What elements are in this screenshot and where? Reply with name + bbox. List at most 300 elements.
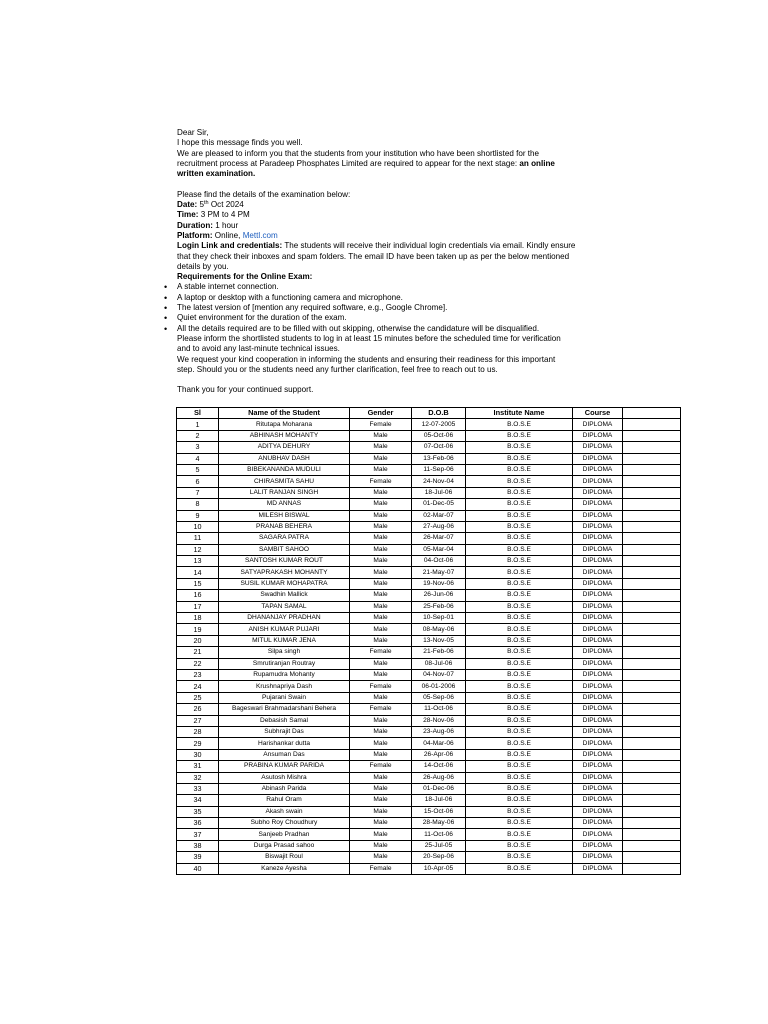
table-row — [177, 852, 681, 863]
cell-empty — [623, 567, 681, 578]
cell-name: PRANAB BEHERA — [219, 521, 350, 532]
cell-name: TAPAN SAMAL — [219, 601, 350, 612]
login-text-1: The students will receive their individual login credentials via email. Kindly ensure — [282, 241, 576, 251]
cell-institute: B.O.S.E — [466, 863, 573, 874]
cell-name: Rupamudra Mohanty — [219, 669, 350, 680]
cell-sl: 11 — [177, 533, 219, 544]
cell-gender: Male — [350, 818, 412, 829]
cell-dob: 21-Feb-06 — [412, 647, 466, 658]
requirement-item: • A stable internet connection. — [177, 282, 677, 292]
cell-gender: Male — [350, 624, 412, 635]
cell-dob: 13-Nov-05 — [412, 635, 466, 646]
cell-name: Swadhin Mallick — [219, 590, 350, 601]
cell-name: Ansuman Das — [219, 749, 350, 760]
cell-gender: Male — [350, 521, 412, 532]
cell-institute: B.O.S.E — [466, 738, 573, 749]
cell-sl: 35 — [177, 806, 219, 817]
cell-dob: 25-Jul-05 — [412, 840, 466, 851]
cell-course: DIPLOMA — [573, 715, 623, 726]
cell-institute: B.O.S.E — [466, 590, 573, 601]
table-row — [177, 590, 681, 601]
cell-institute: B.O.S.E — [466, 419, 573, 430]
table-row — [177, 430, 681, 441]
cell-gender: Male — [350, 795, 412, 806]
cell-empty — [623, 806, 681, 817]
cell-institute: B.O.S.E — [466, 533, 573, 544]
cell-name: Bageswari Brahmadarshani Behera — [219, 704, 350, 715]
cell-empty — [623, 533, 681, 544]
table-row — [177, 818, 681, 829]
cell-course: DIPLOMA — [573, 601, 623, 612]
cell-empty — [623, 635, 681, 646]
cell-name: SANTOSH KUMAR ROUT — [219, 556, 350, 567]
cell-gender: Male — [350, 840, 412, 851]
cell-name: Smrutiranjan Routray — [219, 658, 350, 669]
cell-sl: 36 — [177, 818, 219, 829]
cell-gender: Male — [350, 669, 412, 680]
cell-name: ANUBHAV DASH — [219, 453, 350, 464]
cell-dob: 13-Feb-06 — [412, 453, 466, 464]
cell-institute: B.O.S.E — [466, 726, 573, 737]
requirements-list — [177, 282, 677, 333]
cell-name: ADITYA DEHURY — [219, 442, 350, 453]
cell-institute: B.O.S.E — [466, 715, 573, 726]
cell-sl: 16 — [177, 590, 219, 601]
cell-sl: 10 — [177, 521, 219, 532]
cell-institute: B.O.S.E — [466, 499, 573, 510]
cell-sl: 31 — [177, 761, 219, 772]
cell-institute: B.O.S.E — [466, 761, 573, 772]
cell-name: SAGARA PATRA — [219, 533, 350, 544]
cell-name: Ritutapa Moharana — [219, 419, 350, 430]
cell-empty — [623, 818, 681, 829]
cell-institute: B.O.S.E — [466, 749, 573, 760]
cell-institute: B.O.S.E — [466, 681, 573, 692]
cell-course: DIPLOMA — [573, 669, 623, 680]
cell-sl: 34 — [177, 795, 219, 806]
request-line-2: step. Should you or the students need any further clarification, feel free to reach out to us. — [177, 364, 498, 374]
cell-course: DIPLOMA — [573, 430, 623, 441]
cell-institute: B.O.S.E — [466, 772, 573, 783]
cell-empty — [623, 658, 681, 669]
table-row — [177, 567, 681, 578]
table-row — [177, 829, 681, 840]
letter-body — [177, 128, 677, 396]
cell-sl: 17 — [177, 601, 219, 612]
cell-dob: 18-Jul-06 — [412, 795, 466, 806]
cell-sl: 18 — [177, 613, 219, 624]
table-row — [177, 726, 681, 737]
cell-sl: 7 — [177, 487, 219, 498]
cell-course: DIPLOMA — [573, 544, 623, 555]
requirement-item: • Quiet environment for the duration of the exam. — [177, 313, 677, 323]
cell-dob: 11-Oct-06 — [412, 829, 466, 840]
cell-gender: Male — [350, 749, 412, 760]
table-row — [177, 772, 681, 783]
cell-dob: 14-Oct-06 — [412, 761, 466, 772]
cell-dob: 05-Mar-04 — [412, 544, 466, 555]
cell-course: DIPLOMA — [573, 635, 623, 646]
requirements-heading: Requirements for the Online Exam: — [177, 272, 313, 282]
table-body — [177, 419, 681, 875]
cell-institute: B.O.S.E — [466, 487, 573, 498]
table-row — [177, 669, 681, 680]
table-row — [177, 578, 681, 589]
cell-institute: B.O.S.E — [466, 669, 573, 680]
cell-name: Kaneze Ayesha — [219, 863, 350, 874]
cell-dob: 04-Oct-06 — [412, 556, 466, 567]
platform-link[interactable]: Mettl.com — [242, 230, 278, 240]
cell-institute: B.O.S.E — [466, 578, 573, 589]
cell-dob: 23-Aug-06 — [412, 726, 466, 737]
cell-dob: 05-Oct-06 — [412, 430, 466, 441]
cell-institute: B.O.S.E — [466, 476, 573, 487]
cell-dob: 11-Oct-06 — [412, 704, 466, 715]
cell-name: Abinash Parida — [219, 783, 350, 794]
cell-gender: Male — [350, 613, 412, 624]
cell-course: DIPLOMA — [573, 613, 623, 624]
cell-institute: B.O.S.E — [466, 692, 573, 703]
cell-dob: 28-Nov-06 — [412, 715, 466, 726]
cell-gender: Male — [350, 578, 412, 589]
cell-course: DIPLOMA — [573, 464, 623, 475]
cell-sl: 4 — [177, 453, 219, 464]
cell-empty — [623, 681, 681, 692]
cell-sl: 26 — [177, 704, 219, 715]
cell-gender: Male — [350, 464, 412, 475]
cell-dob: 21-May-07 — [412, 567, 466, 578]
cell-empty — [623, 715, 681, 726]
cell-institute: B.O.S.E — [466, 840, 573, 851]
table-row — [177, 635, 681, 646]
cell-dob: 26-Apr-06 — [412, 749, 466, 760]
cell-gender: Female — [350, 863, 412, 874]
header-sl: Sl — [177, 408, 219, 419]
cell-sl: 21 — [177, 647, 219, 658]
inform-line-1: Please inform the shortlisted students to log in at least 15 minutes before the scheduled time for verification — [177, 333, 561, 343]
cell-name: Asutosh Mishra — [219, 772, 350, 783]
cell-dob: 04-Nov-07 — [412, 669, 466, 680]
cell-name: SATYAPRAKASH MOHANTY — [219, 567, 350, 578]
cell-sl: 25 — [177, 692, 219, 703]
cell-gender: Male — [350, 533, 412, 544]
cell-dob: 06-01-2006 — [412, 681, 466, 692]
cell-course: DIPLOMA — [573, 761, 623, 772]
intro-line-2 — [177, 159, 677, 169]
table-row — [177, 692, 681, 703]
cell-gender: Male — [350, 738, 412, 749]
table-row — [177, 749, 681, 760]
cell-dob: 08-May-06 — [412, 624, 466, 635]
requirement-item: • The latest version of [mention any required software, e.g., Google Chrome]. — [177, 303, 677, 313]
cell-institute: B.O.S.E — [466, 829, 573, 840]
cell-course: DIPLOMA — [573, 658, 623, 669]
cell-sl: 32 — [177, 772, 219, 783]
intro-line-2-text: recruitment process at Paradeep Phosphates Limited are required to appear for the next stage: — [177, 158, 520, 168]
cell-sl: 2 — [177, 430, 219, 441]
cell-name: Krushnapriya Dash — [219, 681, 350, 692]
cell-institute: B.O.S.E — [466, 795, 573, 806]
table-row — [177, 442, 681, 453]
cell-course: DIPLOMA — [573, 726, 623, 737]
login-label: Login Link and credentials: — [177, 241, 283, 251]
table-header-row — [177, 408, 681, 419]
table-row — [177, 715, 681, 726]
cell-institute: B.O.S.E — [466, 613, 573, 624]
time-label: Time: — [177, 210, 199, 220]
cell-dob: 26-Mar-07 — [412, 533, 466, 544]
cell-course: DIPLOMA — [573, 772, 623, 783]
table-row — [177, 487, 681, 498]
table-row — [177, 863, 681, 874]
cell-gender: Female — [350, 647, 412, 658]
cell-gender: Male — [350, 453, 412, 464]
cell-institute: B.O.S.E — [466, 704, 573, 715]
cell-gender: Male — [350, 852, 412, 863]
cell-name: DHANANJAY PRADHAN — [219, 613, 350, 624]
cell-dob: 01-Dec-05 — [412, 499, 466, 510]
cell-gender: Male — [350, 635, 412, 646]
table-row — [177, 704, 681, 715]
time-value: 3 PM to 4 PM — [198, 210, 250, 220]
cell-dob: 01-Dec-06 — [412, 783, 466, 794]
cell-empty — [623, 464, 681, 475]
intro-line-2-bold: an online — [519, 158, 555, 168]
cell-course: DIPLOMA — [573, 521, 623, 532]
cell-empty — [623, 510, 681, 521]
cell-course: DIPLOMA — [573, 590, 623, 601]
cell-sl: 5 — [177, 464, 219, 475]
inform-line-2: and to avoid any last-minute technical issues. — [177, 344, 340, 354]
requirement-item: • A laptop or desktop with a functioning camera and microphone. — [177, 293, 677, 303]
cell-course: DIPLOMA — [573, 624, 623, 635]
cell-course: DIPLOMA — [573, 647, 623, 658]
cell-course: DIPLOMA — [573, 692, 623, 703]
cell-gender: Male — [350, 499, 412, 510]
cell-institute: B.O.S.E — [466, 658, 573, 669]
intro-line-3: written examination. — [177, 169, 256, 179]
requirement-item: • All the details required are to be filled with out skipping, otherwise the candidature will be disqualified. — [177, 324, 677, 334]
cell-name: Subhrajit Das — [219, 726, 350, 737]
table-row — [177, 613, 681, 624]
cell-dob: 20-Sep-06 — [412, 852, 466, 863]
table-row — [177, 761, 681, 772]
cell-gender: Male — [350, 442, 412, 453]
cell-sl: 12 — [177, 544, 219, 555]
cell-sl: 22 — [177, 658, 219, 669]
table-row — [177, 453, 681, 464]
cell-course: DIPLOMA — [573, 556, 623, 567]
cell-dob: 05-Sep-06 — [412, 692, 466, 703]
cell-name: Sanjeeb Pradhan — [219, 829, 350, 840]
cell-empty — [623, 556, 681, 567]
exam-date — [177, 200, 677, 210]
cell-empty — [623, 476, 681, 487]
cell-name: Biswajit Roul — [219, 852, 350, 863]
cell-dob: 28-May-06 — [412, 818, 466, 829]
exam-platform — [177, 231, 677, 241]
table-row — [177, 624, 681, 635]
cell-institute: B.O.S.E — [466, 635, 573, 646]
table-row — [177, 783, 681, 794]
cell-name: Durga Prasad sahoo — [219, 840, 350, 851]
cell-sl: 3 — [177, 442, 219, 453]
cell-course: DIPLOMA — [573, 863, 623, 874]
cell-course: DIPLOMA — [573, 681, 623, 692]
header-gender: Gender — [350, 408, 412, 419]
cell-course: DIPLOMA — [573, 476, 623, 487]
cell-course: DIPLOMA — [573, 852, 623, 863]
cell-name: SAMBIT SAHOO — [219, 544, 350, 555]
cell-sl: 33 — [177, 783, 219, 794]
cell-dob: 26-Aug-06 — [412, 772, 466, 783]
cell-institute: B.O.S.E — [466, 521, 573, 532]
cell-sl: 8 — [177, 499, 219, 510]
cell-course: DIPLOMA — [573, 578, 623, 589]
cell-sl: 38 — [177, 840, 219, 851]
table-row — [177, 544, 681, 555]
salutation: Dear Sir, — [177, 128, 209, 137]
cell-institute: B.O.S.E — [466, 453, 573, 464]
cell-institute: B.O.S.E — [466, 567, 573, 578]
cell-dob: 10-Apr-05 — [412, 863, 466, 874]
cell-institute: B.O.S.E — [466, 806, 573, 817]
cell-sl: 19 — [177, 624, 219, 635]
exam-time — [177, 210, 677, 220]
thanks-line: Thank you for your continued support. — [177, 385, 314, 395]
table-row — [177, 510, 681, 521]
table-row — [177, 499, 681, 510]
header-course: Course — [573, 408, 623, 419]
cell-sl: 37 — [177, 829, 219, 840]
date-suffix: th — [204, 200, 209, 207]
cell-empty — [623, 624, 681, 635]
cell-course: DIPLOMA — [573, 533, 623, 544]
cell-sl: 24 — [177, 681, 219, 692]
cell-gender: Male — [350, 726, 412, 737]
date-day: 5 — [197, 200, 205, 210]
cell-course: DIPLOMA — [573, 783, 623, 794]
cell-name: Rahul Oram — [219, 795, 350, 806]
cell-sl: 14 — [177, 567, 219, 578]
cell-institute: B.O.S.E — [466, 442, 573, 453]
table-row — [177, 681, 681, 692]
cell-empty — [623, 749, 681, 760]
cell-dob: 27-Aug-06 — [412, 521, 466, 532]
cell-gender: Male — [350, 567, 412, 578]
cell-name: MD ANNAS — [219, 499, 350, 510]
cell-course: DIPLOMA — [573, 840, 623, 851]
cell-dob: 15-Oct-06 — [412, 806, 466, 817]
cell-gender: Male — [350, 556, 412, 567]
cell-empty — [623, 852, 681, 863]
cell-empty — [623, 590, 681, 601]
platform-label: Platform: — [177, 230, 213, 240]
cell-institute: B.O.S.E — [466, 430, 573, 441]
cell-empty — [623, 647, 681, 658]
login-line-3: details by you. — [177, 261, 229, 271]
platform-value: Online, — [212, 230, 243, 240]
students-table — [176, 407, 681, 875]
cell-name: Harishankar dutta — [219, 738, 350, 749]
cell-dob: 07-Oct-06 — [412, 442, 466, 453]
cell-institute: B.O.S.E — [466, 556, 573, 567]
cell-course: DIPLOMA — [573, 829, 623, 840]
cell-sl: 13 — [177, 556, 219, 567]
cell-dob: 08-Jul-06 — [412, 658, 466, 669]
cell-course: DIPLOMA — [573, 453, 623, 464]
cell-empty — [623, 795, 681, 806]
duration-label: Duration: — [177, 220, 213, 230]
cell-dob: 24-Nov-04 — [412, 476, 466, 487]
cell-sl: 27 — [177, 715, 219, 726]
cell-sl: 23 — [177, 669, 219, 680]
duration-value: 1 hour — [212, 220, 239, 230]
cell-dob: 12-07-2005 — [412, 419, 466, 430]
date-label: Date: — [177, 200, 198, 210]
cell-institute: B.O.S.E — [466, 624, 573, 635]
table-row — [177, 647, 681, 658]
cell-name: LALIT RANJAN SINGH — [219, 487, 350, 498]
cell-empty — [623, 419, 681, 430]
cell-sl: 6 — [177, 476, 219, 487]
cell-name: Silpa singh — [219, 647, 350, 658]
cell-dob: 02-Mar-07 — [412, 510, 466, 521]
request-line-1: We request your kind cooperation in informing the students and ensuring their readiness for this important — [177, 354, 556, 364]
cell-gender: Female — [350, 681, 412, 692]
cell-dob: 04-Mar-06 — [412, 738, 466, 749]
table-row — [177, 464, 681, 475]
login-line-2: that they check their inboxes and spam folders. The email ID have been taken up as per the below mentioned — [177, 251, 570, 261]
cell-name: CHIRASMITA SAHU — [219, 476, 350, 487]
cell-course: DIPLOMA — [573, 510, 623, 521]
cell-name: ANISH KUMAR PUJARI — [219, 624, 350, 635]
cell-empty — [623, 772, 681, 783]
cell-course: DIPLOMA — [573, 419, 623, 430]
cell-gender: Female — [350, 476, 412, 487]
cell-gender: Male — [350, 544, 412, 555]
cell-course: DIPLOMA — [573, 806, 623, 817]
header-empty — [623, 408, 681, 419]
cell-empty — [623, 613, 681, 624]
cell-empty — [623, 829, 681, 840]
cell-empty — [623, 601, 681, 612]
cell-sl: 15 — [177, 578, 219, 589]
cell-gender: Male — [350, 783, 412, 794]
cell-empty — [623, 669, 681, 680]
cell-institute: B.O.S.E — [466, 647, 573, 658]
cell-sl: 40 — [177, 863, 219, 874]
cell-name: Pujarani Swain — [219, 692, 350, 703]
cell-empty — [623, 783, 681, 794]
table-row — [177, 806, 681, 817]
cell-name: MILESH BISWAL — [219, 510, 350, 521]
cell-gender: Male — [350, 601, 412, 612]
cell-name: Subho Roy Choudhury — [219, 818, 350, 829]
table-row — [177, 738, 681, 749]
cell-institute: B.O.S.E — [466, 601, 573, 612]
table-row — [177, 521, 681, 532]
cell-gender: Female — [350, 419, 412, 430]
header-institute: Institute Name — [466, 408, 573, 419]
cell-gender: Male — [350, 772, 412, 783]
cell-institute: B.O.S.E — [466, 852, 573, 863]
cell-course: DIPLOMA — [573, 567, 623, 578]
cell-course: DIPLOMA — [573, 795, 623, 806]
cell-sl: 30 — [177, 749, 219, 760]
cell-gender: Female — [350, 761, 412, 772]
cell-gender: Male — [350, 715, 412, 726]
